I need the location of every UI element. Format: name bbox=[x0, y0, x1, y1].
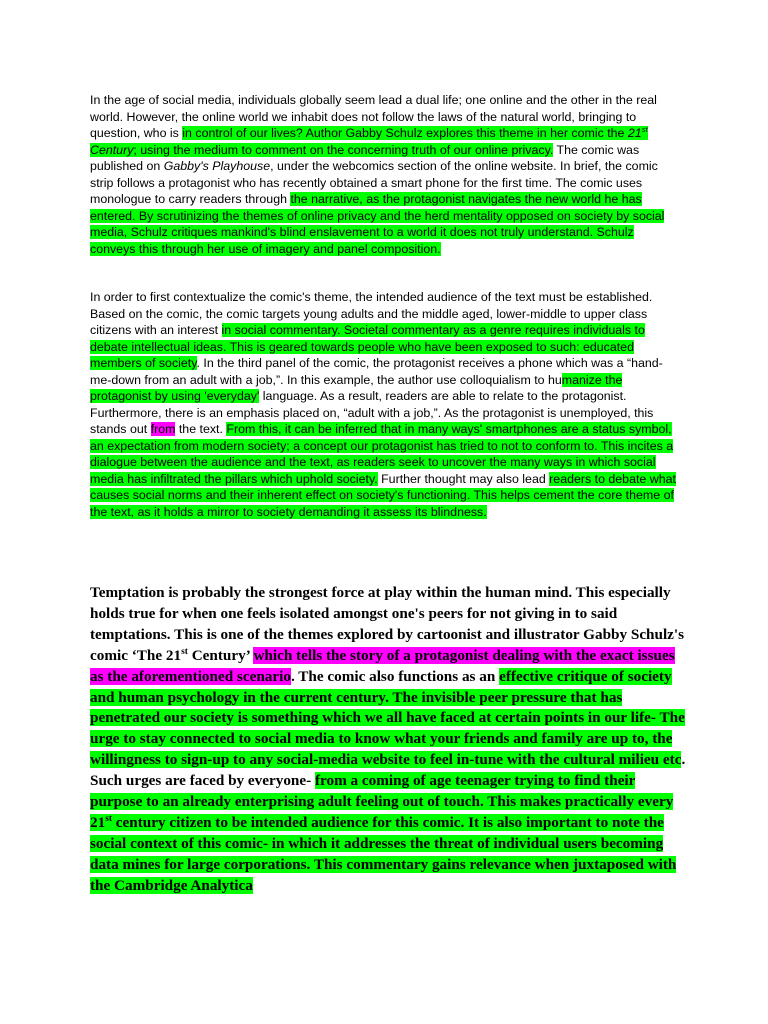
text-run: 21 bbox=[627, 126, 642, 140]
pink-highlight: from bbox=[150, 422, 176, 436]
green-highlight: manize the protagonist by using 'everyday' bbox=[90, 372, 623, 403]
green-highlight: the narrative, as the protagonist navigates the new world he has entered. By scrutinizing the themes of online privacy and the herd mentality opposed on society by social media, Schulz critiques mankind's blind enslavement to a world it does not truly understand. Schulz conveys this through her use of imagery and panel composition. bbox=[90, 192, 665, 256]
text-run: century citizen to be intended audience for this comic. It is also important to note the social context of this comic- in which it addresses the threat of individual users becoming data mines for large corporations. This commentary gains relevance when juxtaposed with the Cambridge Analytica bbox=[90, 813, 677, 894]
text-run: In order to first contextualize the comic's theme, the intended audience of the text must be established. Based on the comic, the comic targets young adults and the middle aged, lower-middle to upper class citizens with an interest bbox=[90, 290, 653, 337]
text-run: Temptation is probably the strongest force at play within the human mind. This especially holds true for when one feels isolated amongst one's peers for not giving in to said temptations. This is one of the themes explored by cartoonist and illustrator Gabby Schulz's comic ‘The 21 bbox=[90, 584, 685, 664]
green-highlight bbox=[90, 772, 676, 894]
text-run: Further thought may also lead bbox=[377, 471, 550, 486]
paragraph-1 bbox=[90, 92, 678, 257]
text-run: ; using the medium to comment on the concerning truth of our online privacy. bbox=[133, 142, 554, 157]
text-run: in control of our lives? Author Gabby Schulz explores this theme in her comic the bbox=[182, 126, 628, 140]
pink-highlight: which tells the story of a protagonist dealing with the exact issues as the aforementioned scenario bbox=[90, 646, 675, 685]
text-run: . In the third panel of the comic, the protagonist receives a phone which was a “hand-me-down from an adult with a job,”. In this example, the author use colloquialism to hu bbox=[90, 356, 663, 387]
text-run: . Such urges are faced by everyone- bbox=[90, 751, 686, 790]
text-run: Century bbox=[90, 142, 134, 157]
paragraph-2 bbox=[90, 289, 678, 520]
superscript: st bbox=[105, 813, 112, 824]
italic-publication: Gabby's Playhouse bbox=[163, 159, 271, 173]
green-highlight: From this, it can be inferred that in many ways' smartphones are a status symbol, an expectation from modern society; a concept our protagonist has tried to not to conform to. This incites a dialogue between the audience and the text, as readers seek to uncover the many ways in which social media has infiltrated the pillars which uphold society. bbox=[90, 422, 674, 486]
text-run: The comic was published on bbox=[90, 142, 640, 173]
text-run: Century’ bbox=[187, 646, 254, 664]
text-run: language. As a result, readers are able to relate to the protagonist. Furthermore, there is an emphasis placed on, “adult with a job,”. As the protagonist is unemployed, this stands out bbox=[90, 389, 654, 436]
green-highlight: readers to debate what causes social norms and their inherent effect on society's functioning. This helps cement the core theme of the text, as it holds a mirror to society demanding it assess its blindness. bbox=[90, 471, 676, 519]
text-run: In the age of social media, individuals globally seem lead a dual life; one online and the other in the real world. However, the online world we inhabit does not follow the laws of the natural world, bringing to question, who is bbox=[90, 93, 657, 140]
text-run: from a coming of age teenager trying to find their purpose to an already enterprising adult feeling out of touch. This makes practically every 21 bbox=[90, 772, 674, 831]
superscript: st bbox=[181, 646, 188, 657]
green-highlight: in social commentary. Societal commentary as a genre requires individuals to debate intellectual ideas. This is geared towards people who have been exposed to such: educated members of society bbox=[90, 323, 645, 370]
text-run: , under the webcomics section of the online website. In brief, the comic strip follows a protagonist who has recently obtained a smart phone for the first time. The comic uses monologue to carry readers through bbox=[90, 159, 658, 206]
green-highlight: effective critique of society and human psychology in the current century. The invisible peer pressure that has penetrated our society is something which we all have faced at certain points in our life- The urge to stay connected to social media to know what your friends and family are up to, the willingness to sign-up to any social-media website to feel in-tune with the cultural milieu etc bbox=[90, 667, 685, 769]
paragraph-3 bbox=[90, 583, 686, 897]
superscript: st bbox=[641, 124, 648, 134]
text-run: the text. bbox=[175, 422, 227, 436]
text-run: . The comic also functions as an bbox=[290, 667, 500, 685]
